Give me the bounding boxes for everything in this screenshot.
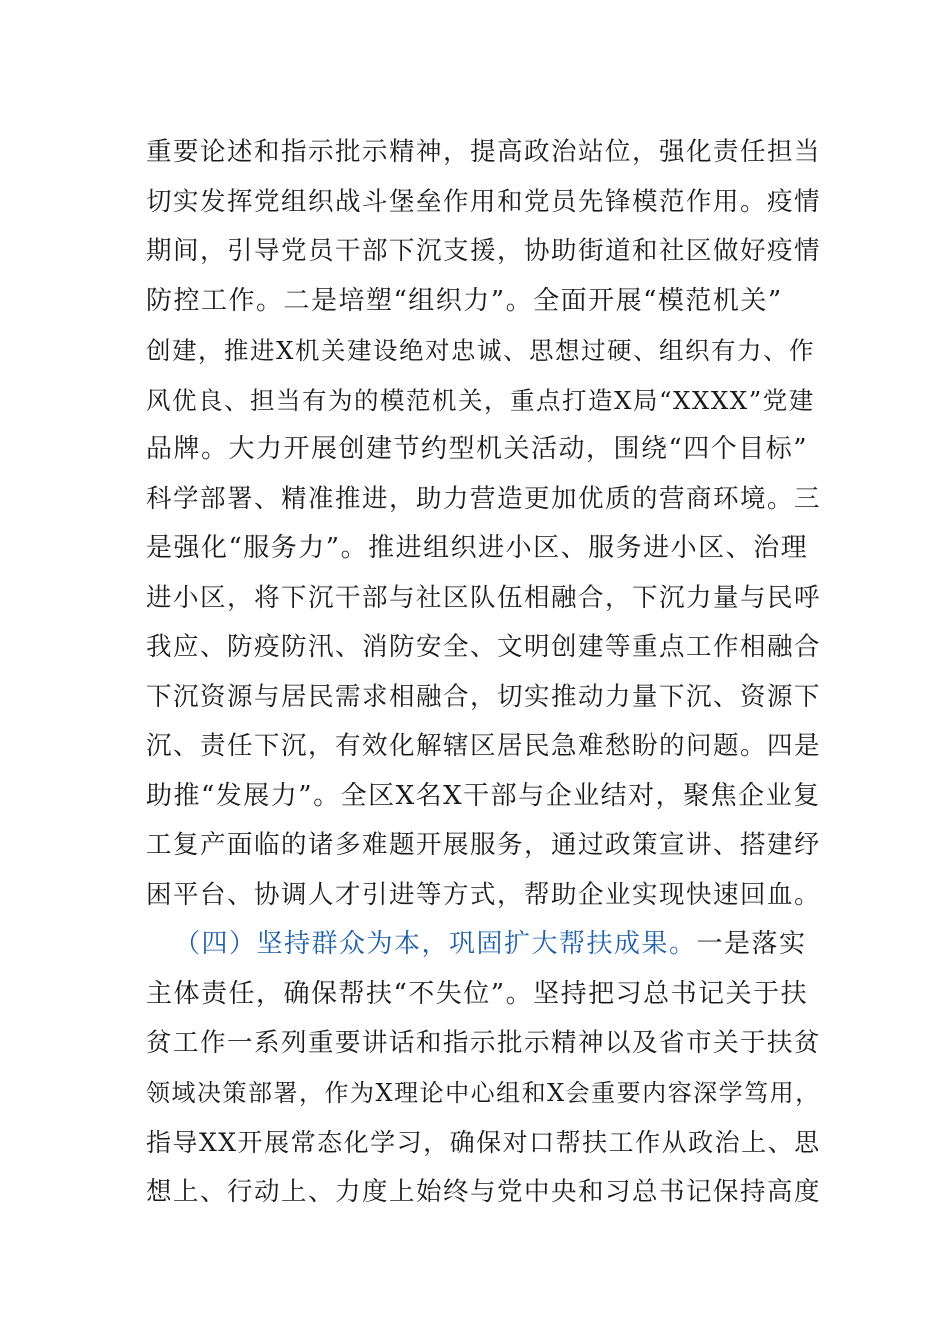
paragraph-line: 我应、防疫防汛、消防安全、文明创建等重点工作相融合 [146, 632, 822, 662]
paragraph-line: 创建，推进X机关建设绝对忠诚、思想过硬、组织有力、作 [146, 336, 815, 365]
paragraph-line: 想上、行动上、力度上始终与党中央和习总书记保持高度 [146, 1176, 822, 1207]
paragraph-line: 进小区，将下沉干部与社区队伍相融合，下沉力量与民呼 [146, 582, 822, 613]
paragraph-line: 风优良、担当有为的模范机关，重点打造X局“XXXX”党建 [146, 385, 815, 415]
paragraph-line: 防控工作。二是培塑“组织力”。全面开展“模范机关” [146, 285, 783, 316]
paragraph-line: 切实发挥党组织战斗堡垒作用和党员先锋模范作用。疫情 [146, 186, 822, 217]
paragraph-line: 下沉资源与居民需求相融合，切实推动力量下沉、资源下 [146, 681, 822, 712]
body-text [146, 128, 826, 1217]
paragraph-line: 重要论述和指示批示精神，提高政治站位，强化责任担当 [146, 137, 822, 167]
paragraph-line: 困平台、协调人才引进等方式，帮助企业实现快速回血。 [146, 879, 822, 910]
section-heading: （四）坚持群众为本，巩固扩大帮扶成果。 [174, 929, 697, 959]
paragraph-line: 沉、责任下沉，有效化解辖区居民急难愁盼的问题。四是 [146, 731, 822, 761]
paragraph-line: 期间，引导党员干部下沉支援，协助街道和社区做好疫情 [146, 236, 822, 266]
paragraph-line: 贫工作一系列重要讲话和指示批示精神以及省市关于扶贫 [146, 1028, 822, 1058]
paragraph-line: 是强化“服务力”。推进组织进小区、服务进小区、治理 [146, 533, 809, 563]
paragraph-line: 科学部署、精准推进，助力营造更加优质的营商环境。三 [146, 483, 822, 514]
paragraph-line: 主体责任，确保帮扶“不失位”。坚持把习总书记关于扶 [146, 978, 809, 1009]
paragraph-line: 工复产面临的诸多难题开展服务，通过政策宣讲、搭建纾 [146, 830, 822, 860]
paragraph-line: 指导XX开展常态化学习，确保对口帮扶工作从政治上、思 [146, 1128, 821, 1157]
paragraph-line: 领域决策部署，作为X理论中心组和X会重要内容深学笃用， [146, 1078, 821, 1107]
section-first-line-rest: 一是落实 [696, 929, 807, 959]
paragraph-line: 助推“发展力”。全区X名X干部与企业结对，聚焦企业复 [146, 780, 821, 811]
section-first-line [146, 920, 826, 970]
paragraph-line: 品牌。大力开展创建节约型机关活动，围绕“四个目标” [146, 434, 809, 464]
